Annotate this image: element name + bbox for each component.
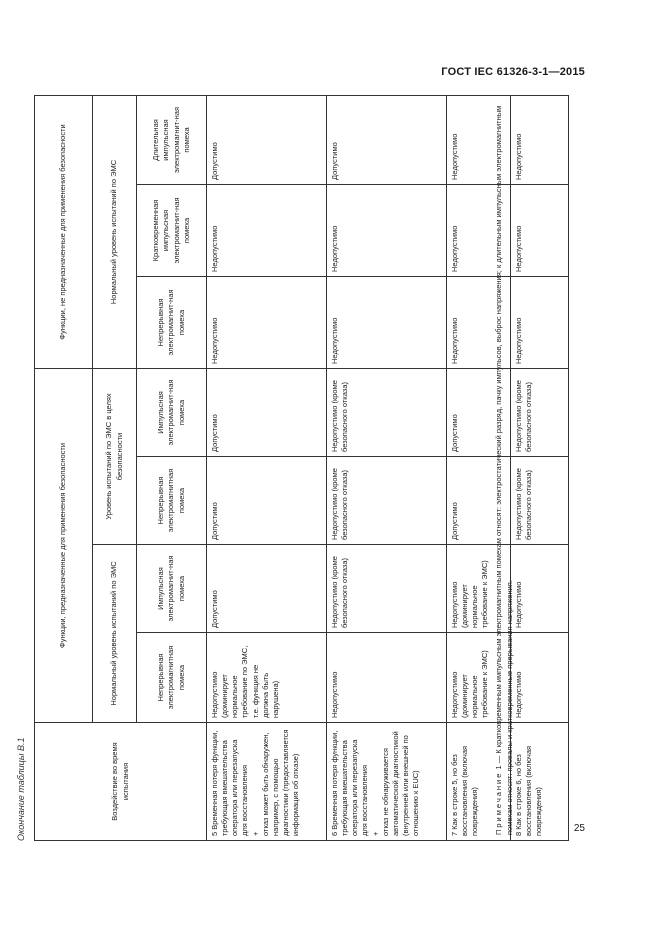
table-cell: Недопустимо bbox=[447, 95, 511, 184]
table-cell: Недопустимо bbox=[207, 276, 327, 368]
table-cell: Допустимо bbox=[447, 457, 511, 545]
sub-header: Кратковременная импульсная электромагнит-ная помеха bbox=[137, 184, 207, 276]
table-row bbox=[327, 95, 447, 840]
row-effect: 8 Как в строке 6, но без восстановления (включая повреждения) bbox=[511, 723, 569, 841]
table-caption: Окончание таблицы В.1 bbox=[16, 737, 26, 841]
row-effect: 7 Как в строке 5, но без восстановления (включая повреждения) bbox=[447, 723, 511, 841]
table-cell: Допустимо bbox=[207, 457, 327, 545]
sub-header: Непрерывная электромагнитная помеха bbox=[137, 633, 207, 723]
table-cell: Допустимо bbox=[327, 95, 447, 184]
col-normal-level-nonsafety: Нормальный уровень испытаний по ЭМС bbox=[93, 95, 137, 368]
table-cell: Недопустимо (доминирует нормальное требование к ЭМС) bbox=[447, 633, 511, 723]
sub-header: Импульсная электромагнит-ная помеха bbox=[137, 545, 207, 633]
table-row bbox=[511, 95, 569, 840]
table-cell: Допустимо bbox=[207, 95, 327, 184]
table-cell: Недопустимо bbox=[327, 633, 447, 723]
table-cell: Недопустимо bbox=[511, 184, 569, 276]
table-cell: Недопустимо bbox=[511, 545, 569, 633]
table-cell: Недопустимо bbox=[447, 276, 511, 368]
table-cell: Допустимо bbox=[447, 368, 511, 456]
table-cell: Недопустимо bbox=[447, 184, 511, 276]
table-cell: Недопустимо (кроме безопасного отказа) bbox=[511, 368, 569, 456]
sub-header: Импульсная электромагнит-ная помеха bbox=[137, 368, 207, 456]
table-row bbox=[207, 95, 327, 840]
table-cell: Недопустимо (кроме безопасного отказа) bbox=[511, 457, 569, 545]
row-effect: 6 Временная потеря функции, требующая вмешательства оператора или перезапуска для восстановления + отказ не обнаруживается автоматической диагностикой (внутренней или внешней по отношению к EUC) bbox=[327, 723, 447, 841]
note-label: Примечание bbox=[494, 771, 503, 835]
col-group-safety: Функции, предназначенные для применения безопасности bbox=[35, 368, 93, 722]
table-cell: Недопустимо bbox=[207, 184, 327, 276]
table-cell: Недопустимо bbox=[511, 276, 569, 368]
sub-header: Длительная импульсная электромагнит-ная помеха bbox=[137, 95, 207, 184]
col-safety-level: Уровень испытаний по ЭМС в целях безопасности bbox=[93, 368, 137, 544]
table-cell: Недопустимо (доминирует нормальное требование к ЭМС) bbox=[447, 545, 511, 633]
table-cell: Недопустимо bbox=[511, 633, 569, 723]
table-cell: Недопустимо (кроме безопасного отказа) bbox=[327, 545, 447, 633]
table-cell: Допустимо bbox=[207, 545, 327, 633]
table-cell: Допустимо bbox=[207, 368, 327, 456]
table-cell: Недопустимо (кроме безопасного отказа) bbox=[327, 457, 447, 545]
table-cell: Недопустимо bbox=[327, 276, 447, 368]
col-group-nonsafety: Функции, не предназначенные для применения безопасности bbox=[35, 95, 93, 368]
col-normal-level: Нормальный уровень испытаний по ЭМС bbox=[93, 545, 137, 723]
sub-header: Непрерывная электромагнит-ная помеха bbox=[137, 276, 207, 368]
sub-header: Непрерывная электромагнитная помеха bbox=[137, 457, 207, 545]
note-text: 1 — К кратковременным импульсным электромагнитным помехам относят: электростатический разряд, пачку импульсов, выброс напряжения; к длительным импульсным электромагнитным помехам относят: провалы и кратковременные прерывания напряжения. bbox=[494, 105, 514, 835]
table-note bbox=[494, 100, 515, 835]
table-cell: Недопустимо bbox=[511, 95, 569, 184]
rotated-table-page bbox=[14, 96, 577, 841]
page-number: 25 bbox=[573, 823, 585, 834]
table-cell: Недопустимо (доминирует нормальное требование по ЭМС, т.е. функция не должна быть нарушена) bbox=[207, 633, 327, 723]
requirements-table bbox=[34, 95, 569, 841]
standard-code: ГОСТ IEC 61326-3-1—2015 bbox=[441, 66, 585, 78]
table-cell: Недопустимо bbox=[327, 184, 447, 276]
row-effect: 5 Временная потеря функции, требующая вмешательства оператора или перезапуска для восстановления + отказ может быть обнаружен, например, с помощью диагностики (предоставляется информация об отказе) bbox=[207, 723, 327, 841]
table-cell: Недопустимо (кроме безопасного отказа) bbox=[327, 368, 447, 456]
col-header-effect: Воздействие во время испытания bbox=[35, 723, 207, 841]
